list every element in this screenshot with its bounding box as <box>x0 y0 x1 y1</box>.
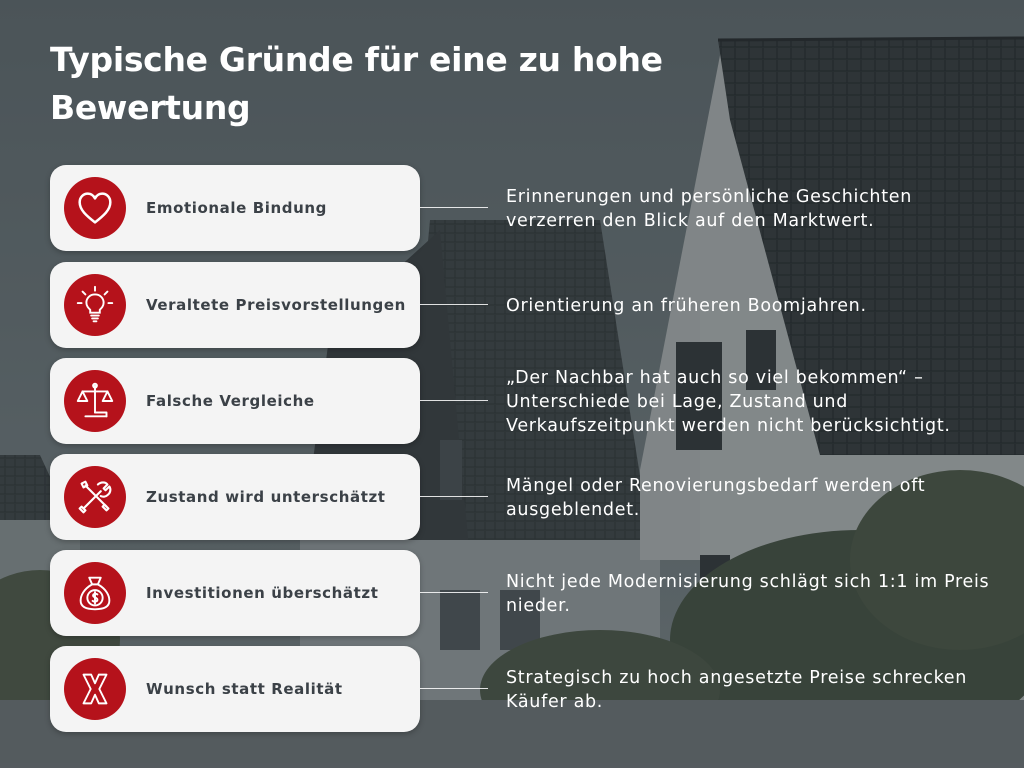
icon-badge <box>64 658 126 720</box>
icon-badge <box>64 370 126 432</box>
reason-card <box>50 454 420 540</box>
reason-description: Mängel oder Renovierungsbedarf werden oft ausgeblendet. <box>506 476 926 520</box>
connector-line <box>420 207 488 208</box>
connector-line <box>420 304 488 305</box>
icon-badge <box>64 466 126 528</box>
page-title: Typische Gründe für eine zu hohe Bewertung <box>50 40 663 127</box>
scale-icon <box>72 378 118 424</box>
reason-card <box>50 646 420 732</box>
connector-line <box>420 400 488 401</box>
reason-label: Veraltete Preisvorstellungen <box>146 296 406 314</box>
tools-icon <box>72 474 118 520</box>
reason-card <box>50 550 420 636</box>
reason-description: Strategisch zu hoch angesetzte Preise schrecken Käufer ab. <box>506 668 968 712</box>
reason-row <box>0 646 1024 732</box>
reason-row <box>0 165 1024 251</box>
reason-row <box>0 454 1024 540</box>
reason-label: Emotionale Bindung <box>146 199 328 217</box>
reason-row <box>0 262 1024 348</box>
reason-label: Wunsch statt Realität <box>146 680 343 698</box>
reason-description: „Der Nachbar hat auch so viel bekommen“ – Unterschiede bei Lage, Zustand und Verkaufszeitpunkt werden nicht berücksichtigt. <box>506 368 951 436</box>
x-icon <box>72 666 118 712</box>
connector-line <box>420 496 488 497</box>
icon-badge <box>64 562 126 624</box>
icon-badge <box>64 177 126 239</box>
reason-label: Investitionen überschätzt <box>146 584 379 602</box>
reason-row <box>0 358 1024 444</box>
reason-description: Orientierung an früheren Boomjahren. <box>506 296 867 316</box>
lightbulb-icon <box>72 282 118 328</box>
connector-line <box>420 688 488 689</box>
icon-badge <box>64 274 126 336</box>
connector-line <box>420 592 488 593</box>
reason-card <box>50 165 420 251</box>
money-bag-icon <box>72 570 118 616</box>
reason-label: Falsche Vergleiche <box>146 392 315 410</box>
heart-icon <box>72 185 118 231</box>
reason-card <box>50 358 420 444</box>
reason-label: Zustand wird unterschätzt <box>146 488 386 506</box>
reason-card <box>50 262 420 348</box>
reason-description: Nicht jede Modernisierung schlägt sich 1:1 im Preis nieder. <box>506 572 990 616</box>
reason-description: Erinnerungen und persönliche Geschichten verzerren den Blick auf den Marktwert. <box>506 187 913 231</box>
reason-row <box>0 550 1024 636</box>
